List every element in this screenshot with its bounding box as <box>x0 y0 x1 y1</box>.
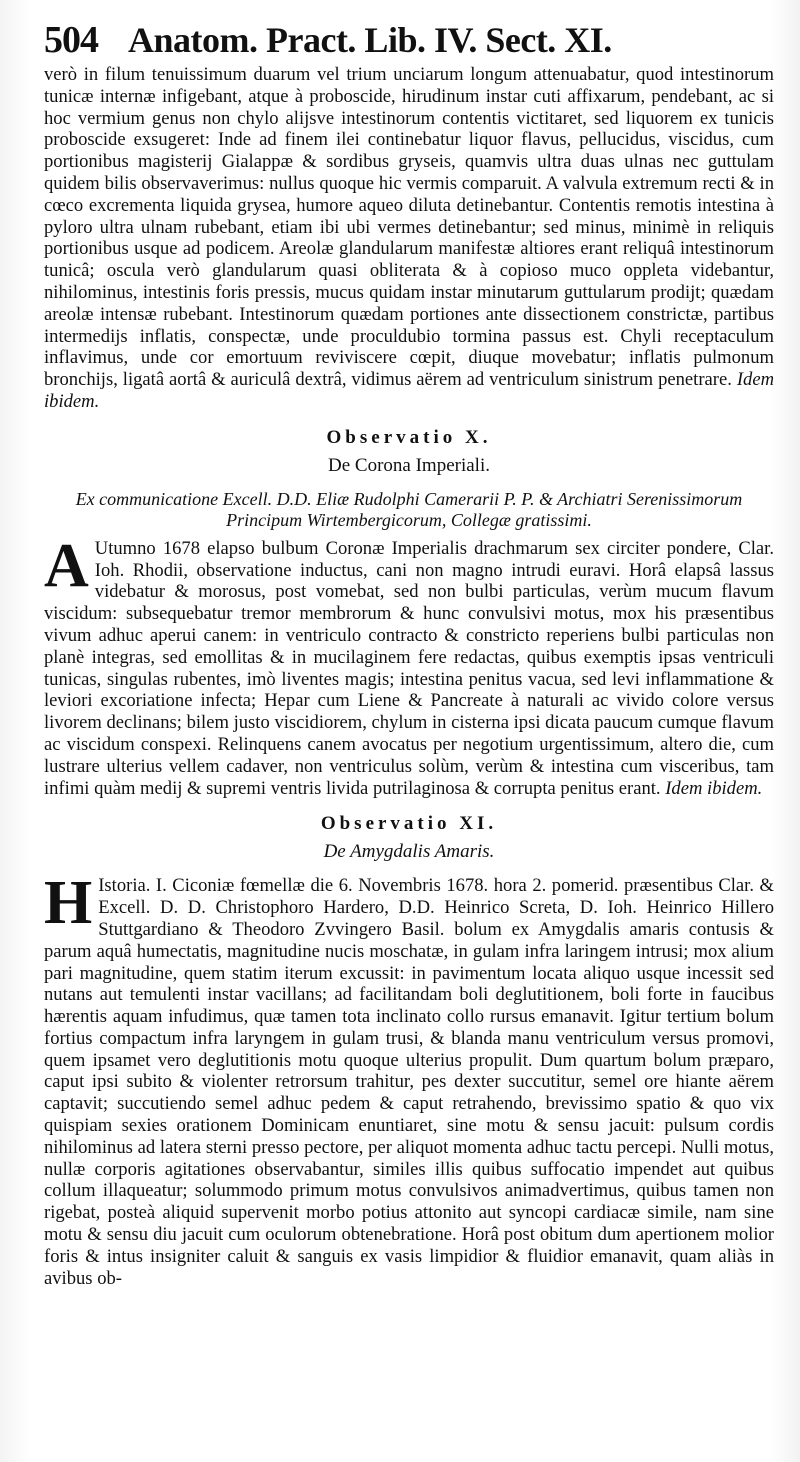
observation-10-subtitle: De Corona Imperiali. <box>328 454 490 476</box>
observation-10-body <box>44 531 774 800</box>
observation-11-body <box>44 869 774 1289</box>
observation-11-drop-cap: H <box>44 869 93 938</box>
paragraph-continuation <box>44 64 774 413</box>
paragraph-source: Idem ibidem. <box>44 369 774 412</box>
running-title: Anatom. Pract. Lib. IV. Sect. XI. <box>128 20 612 60</box>
observation-10-source: Idem ibidem. <box>665 777 763 799</box>
observation-11-subtitle: De Amygdalis Amaris. <box>323 841 495 863</box>
observation-10-text: Utumno 1678 elapso bulbum Coronæ Imperialis drachmarum sex circiter pondere, Clar. Ioh. Rhodii, observatione inductus, cani non magno intrudi euravi. Horâ elapsâ lassus videbatur & morosus, post vomebat, sed non bulbi particulas, verùm mucum flavum viscidum: subsequebatur tremor membrorum & hunc convulsivi motus, mox his præsentibus vivum adhuc aperui canem: in ventriculo contracto & constricto reperiens bulbi particulas non planè integras, sed emollitas & in mucilaginem fere redactas, quibus exemptis ipsas ventriculi tunicas, singulas rubentes, imò liventes magis; intestina penitus vacua, sed levi inflammatione & leviori excoriatione infecta; Hepar cum Liene & Pancreate à naturali ac vivido colore versus livorem declinans; bilem justo viscidiorem, chylum in cisterna ipsi dicata paucum cumque flavum ac viscidum conspexi. Relinquens canem avocatus per negotium urgentissimum, altero die, cum lustrare ulterius vellem cadaver, non ventriculus solùm, verùm & intestina cum visceribus, tam infimi quàm medij & supremi ventris livida putrilaginosa & corrupta penitus erant. <box>44 537 774 799</box>
observation-10 <box>44 427 774 800</box>
page-number: 504 <box>44 19 98 61</box>
observation-11-heading: Observatio XI. <box>320 813 498 835</box>
observation-10-heading: Observatio X. <box>326 426 492 448</box>
observation-11 <box>44 813 774 1289</box>
observation-11-text: Istoria. I. Ciconiæ fœmellæ die 6. Novembris 1678. hora 2. pomerid. præsentibus Clar. & Excell. D. D. Christophoro Hardero, D.D. Heinrico Screta, D. Ioh. Heinrico Hillero Stuttgardiano & Theodoro Zvvingero Basil. bolum ex Amygdalis amaris contusis & parum aquâ humectatis, magnitudine nucis moschatæ, in gulam infra laringem intrusi; mox alium pari magnitudine, quem statim iterum excussit: in pavimentum locata aliquo usque incessit sed nutans aut temulenti instar vacillans; ad facilitandam boli deglutitionem, boli forte in faucibus hærentis aquam infudimus, quæ tamen tota inclinato collo rursus emanavit. Igitur tertium bolum fortius compactum infra laryngem in gulam trusi, & blanda manu ventriculum versus promovi, quem ipsamet vero deglutitionis motu quoque ulterius propulit. Dum quartum bolum præparo, caput ipsi subito & violenter retrorsum trahitur, pes dexter succutitur, semel ore hiante aërem captavit; succutiendo semel adhuc pedem & caput retrahendo, brevissimo spatio & quo vix quispiam sexies orationem Dominicam enuntiaret, sine motu & sensu jacuit: pulsum cordis nihilominus ad latera sterni presso pectore, per aliquot momenta adhuc tactu percepi. Nulli motus, nullæ corporis agitationes observabantur, similes illis quibus suffocatio impendet aut quibus collum illaqueatur; solummodo primum motus convulsivos animadvertimus, quibus tamen non rigebat, posteà aliquid supervenit morbo potius attonito aut syncopi cardiacæ simile, nam sine motu & sensu diu jacuit cum oculorum obtenebratione. Horâ post obitum dum apertionem molior foris & intus insigniter caluit & sanguis ex vasis limpidior & fluidior emanavit, quam aliàs in avibus ob- <box>44 875 774 1289</box>
paragraph-continuation-text: verò in filum tenuissimum duarum vel trium unciarum longum attenuabatur, quod intestinorum tunicæ internæ infigebant, atque à proboscide, hirudinum instar cuti affixarum, pendebant, ac si hoc vermium genus non chylo alijsve intestinorum contentis victitaret, sed liquorem ex tunicis proboscide exsugeret: Inde ad finem ilei continebatur liquor flavus, pellucidus, viscidus, cum portionibus magisterij Gialappæ & sordibus gryseis, quamvis ultra duas ulnas nec guttulam quidem bilis observaverimus: nullus quoque hic vermis comparuit. A valvula extremum recti & in cœco excrementa liquida grysea, humore aqueo diluta detinebantur. Contentis remotis intestina à pyloro ultra ulnam rubebant, etiam ibi ubi vermes detinebantur; sed minus, minimè in reliquis portionibus usque ad podicem. Areolæ glandularum manifestæ altiores erant reliquâ intestinorum tunicâ; oscula verò glandularum quasi obliterata & à copioso muco oppleta videbantur, nihilominus, intestinis foris pressis, mucus quidam instar minutarum guttularum prodijt; quædam areolæ intensæ rubebant. Intestinorum quædam portiones ante dissectionem constrictæ, partibus intermedijs inflatis, conspectæ, unde proculdubio tormina passus est. Chyli receptaculum inflavimus, unde cor emortuum reviviscere cœpit, diuque movebatur; inflatis pulmonum bronchijs, ligatâ aortâ & auriculâ dextrâ, vidimus aërem ad ventriculum sinistrum penetrare. <box>44 64 774 391</box>
observation-10-drop-cap: A <box>44 531 89 600</box>
running-head <box>44 18 774 64</box>
observation-10-communication: Ex communicatione Excell. D.D. Eliæ Rudolphi Camerarii P. P. & Archiatri Serenissimorum Principum Wirtembergicorum, Collegæ gratissimi. <box>75 488 743 531</box>
